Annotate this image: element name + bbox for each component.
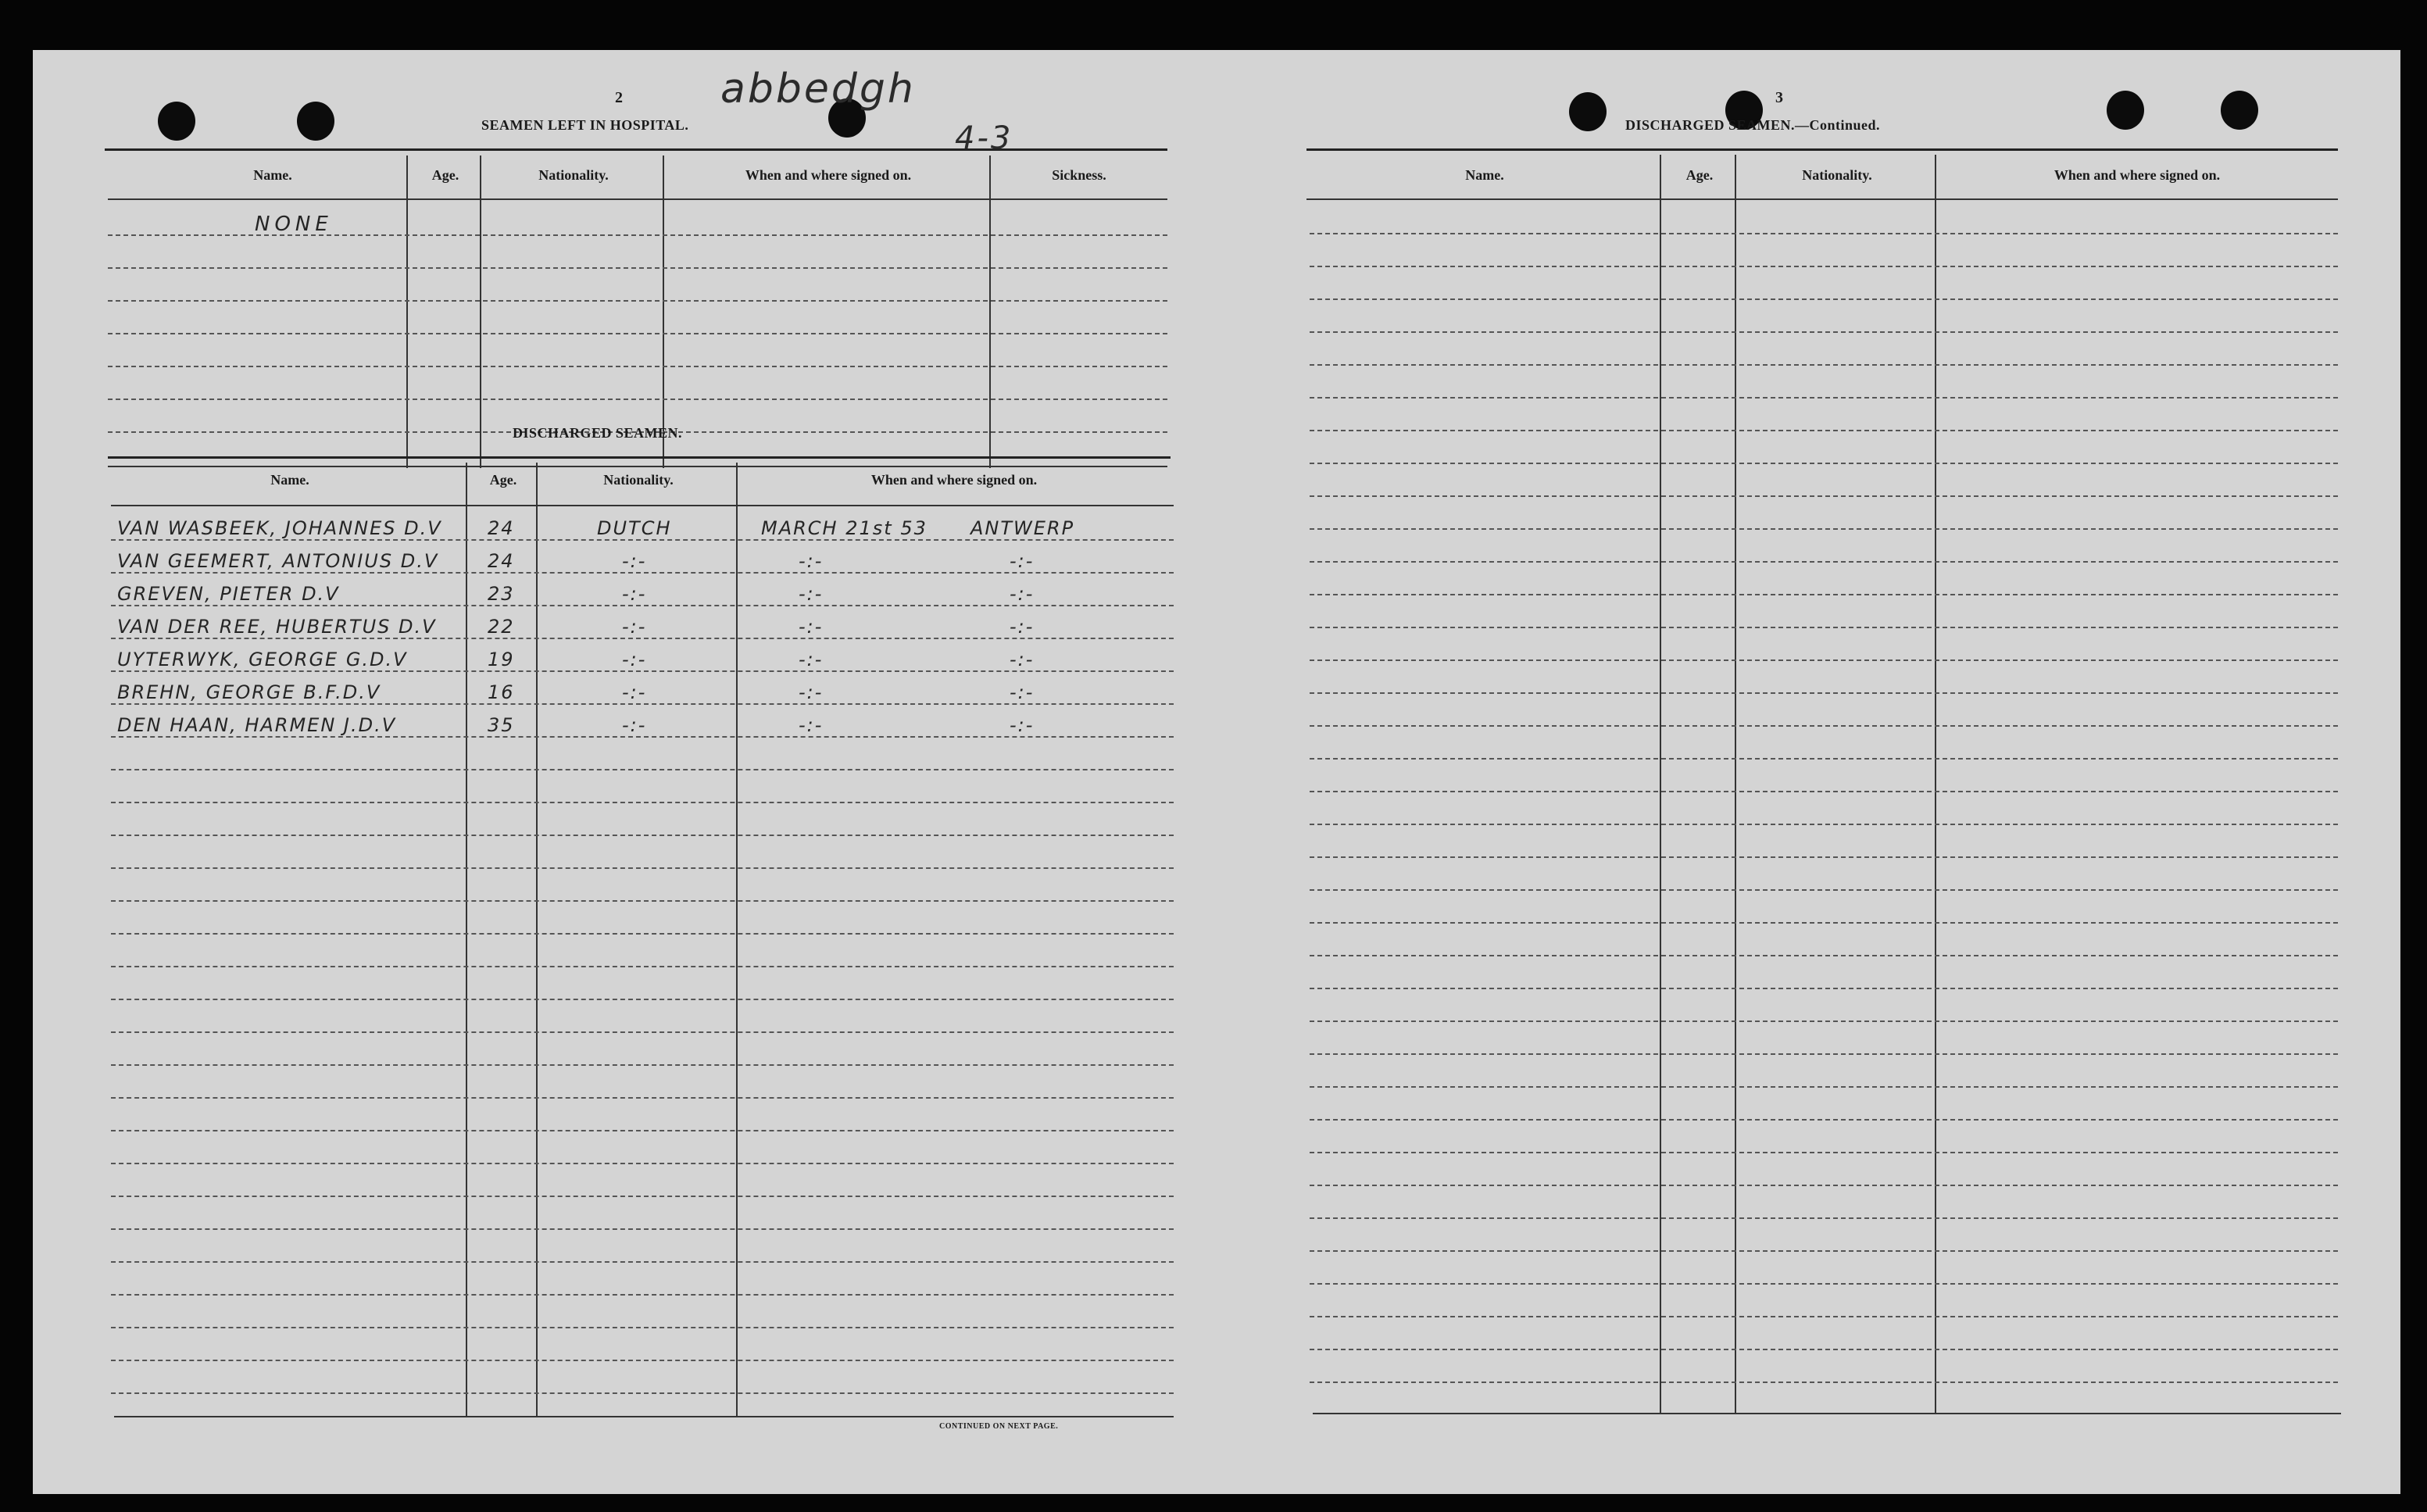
signed-on-date: -:- bbox=[799, 649, 824, 670]
ruled-line bbox=[1310, 364, 2338, 366]
ruled-line bbox=[111, 1064, 1174, 1066]
column-header: Nationality. bbox=[603, 472, 674, 488]
seaman-nationality: -:- bbox=[622, 649, 647, 670]
punch-hole bbox=[158, 102, 195, 141]
column-header: Age. bbox=[1685, 167, 1714, 183]
seaman-name: DEN HAAN, HARMEN J.D.V bbox=[117, 714, 397, 736]
ruled-line bbox=[1310, 1316, 2338, 1317]
column-header: Age. bbox=[431, 167, 459, 183]
ruled-line bbox=[1310, 528, 2338, 530]
seaman-nationality: -:- bbox=[622, 550, 647, 572]
ruled-line bbox=[108, 267, 1167, 269]
table-rule bbox=[108, 466, 1167, 467]
ruled-line bbox=[108, 333, 1167, 334]
punch-hole bbox=[297, 102, 334, 141]
punch-hole bbox=[2107, 91, 2144, 130]
ruled-line bbox=[111, 867, 1174, 869]
ruled-line bbox=[1310, 594, 2338, 595]
seaman-age: 24 bbox=[488, 517, 515, 539]
column-divider bbox=[1935, 155, 1936, 1413]
ruled-line bbox=[1310, 495, 2338, 497]
ruled-line bbox=[111, 769, 1174, 770]
ruled-line bbox=[1310, 758, 2338, 760]
table-rule bbox=[1306, 148, 2338, 151]
ruled-line bbox=[111, 1196, 1174, 1197]
ruled-line bbox=[111, 1228, 1174, 1230]
column-header: Nationality. bbox=[1802, 167, 1872, 183]
continued-note: CONTINUED ON NEXT PAGE. bbox=[939, 1422, 1059, 1431]
seaman-nationality: -:- bbox=[622, 714, 647, 736]
seaman-name: VAN GEEMERT, ANTONIUS D.V bbox=[117, 550, 439, 572]
column-header: Nationality. bbox=[538, 167, 609, 183]
ruled-line bbox=[111, 1392, 1174, 1394]
signed-on-place: -:- bbox=[1010, 714, 1035, 736]
table-rule bbox=[105, 148, 1167, 151]
ruled-line bbox=[1310, 791, 2338, 792]
seaman-nationality: -:- bbox=[622, 616, 647, 638]
ruled-line bbox=[111, 638, 1174, 639]
ruled-line bbox=[111, 1261, 1174, 1263]
column-header: When and where signed on. bbox=[870, 472, 1038, 488]
ruled-line bbox=[111, 605, 1174, 606]
ruled-line bbox=[1310, 331, 2338, 333]
column-header: Sickness. bbox=[1052, 167, 1106, 183]
column-header: Name. bbox=[1465, 167, 1504, 183]
table-rule bbox=[108, 198, 1167, 200]
seaman-nationality: DUTCH bbox=[597, 517, 672, 539]
ruled-line bbox=[111, 1294, 1174, 1296]
signed-on-place: -:- bbox=[1010, 649, 1035, 670]
ruled-line bbox=[111, 539, 1174, 541]
document-sheet bbox=[33, 50, 2400, 1494]
ruled-line bbox=[1310, 659, 2338, 661]
hospital-section-title: SEAMEN LEFT IN HOSPITAL. bbox=[481, 117, 689, 133]
table-rule bbox=[1306, 198, 2338, 200]
seaman-name: GREVEN, PIETER D.V bbox=[117, 583, 340, 605]
punch-hole bbox=[2221, 91, 2258, 130]
ruled-line bbox=[111, 736, 1174, 738]
signed-on-date: -:- bbox=[799, 583, 824, 605]
right-page bbox=[1228, 50, 2400, 1494]
ruled-line bbox=[1310, 1185, 2338, 1186]
ruled-line bbox=[111, 802, 1174, 803]
ruled-line bbox=[1310, 725, 2338, 727]
column-divider bbox=[1660, 155, 1661, 1413]
table-rule bbox=[111, 505, 1174, 506]
ruled-line bbox=[1310, 1349, 2338, 1350]
ruled-line bbox=[1310, 1217, 2338, 1219]
discharged-section-title: DISCHARGED SEAMEN. bbox=[513, 425, 683, 441]
signed-on-date: -:- bbox=[799, 616, 824, 638]
signed-on-date: -:- bbox=[799, 550, 824, 572]
column-header: Name. bbox=[270, 472, 309, 488]
seaman-age: 35 bbox=[488, 714, 515, 736]
ruled-line bbox=[1310, 1283, 2338, 1285]
seaman-age: 23 bbox=[488, 583, 515, 605]
page-title: DISCHARGED SEAMEN.—Continued. bbox=[1625, 117, 1881, 133]
ruled-line bbox=[1310, 298, 2338, 300]
ruled-line bbox=[1310, 955, 2338, 956]
ruled-line bbox=[1310, 1086, 2338, 1088]
signed-on-date: -:- bbox=[799, 681, 824, 703]
ruled-line bbox=[1310, 922, 2338, 924]
ruled-line bbox=[1310, 824, 2338, 825]
punch-hole bbox=[1569, 92, 1607, 131]
column-divider bbox=[663, 155, 664, 468]
ruled-line bbox=[111, 933, 1174, 935]
ruled-line bbox=[108, 366, 1167, 367]
ruled-line bbox=[1310, 1382, 2338, 1383]
seaman-age: 22 bbox=[488, 616, 515, 638]
ruled-line bbox=[1310, 1021, 2338, 1022]
column-divider bbox=[1735, 155, 1736, 1413]
signed-on-place: -:- bbox=[1010, 681, 1035, 703]
ruled-line bbox=[1310, 1250, 2338, 1252]
ruled-line bbox=[111, 835, 1174, 836]
hospital-entry: NONE bbox=[255, 213, 333, 236]
ruled-line bbox=[111, 1097, 1174, 1099]
ruled-line bbox=[111, 966, 1174, 967]
column-header: When and where signed on. bbox=[2053, 167, 2221, 183]
ruled-line bbox=[111, 900, 1174, 902]
ruled-line bbox=[111, 703, 1174, 705]
column-divider bbox=[406, 155, 408, 468]
ruled-line bbox=[108, 399, 1167, 400]
signed-on-place: -:- bbox=[1010, 616, 1035, 638]
seaman-name: VAN DER REE, HUBERTUS D.V bbox=[117, 616, 437, 638]
ruled-line bbox=[111, 572, 1174, 574]
table-rule bbox=[1313, 1413, 2341, 1414]
seaman-age: 16 bbox=[488, 681, 515, 703]
page-number: 2 bbox=[615, 89, 623, 106]
seaman-age: 19 bbox=[488, 649, 515, 670]
ruled-line bbox=[111, 670, 1174, 672]
column-divider bbox=[480, 155, 481, 468]
ruled-line bbox=[1310, 233, 2338, 234]
ruled-line bbox=[1310, 856, 2338, 858]
seaman-age: 24 bbox=[488, 550, 515, 572]
ruled-line bbox=[1310, 1152, 2338, 1153]
ruled-line bbox=[1310, 266, 2338, 267]
handwritten-mark: 4-3 bbox=[955, 120, 1013, 156]
seaman-name: BREHN, GEORGE B.F.D.V bbox=[117, 681, 381, 703]
column-header: When and where signed on. bbox=[745, 167, 912, 183]
ruled-line bbox=[1310, 397, 2338, 399]
ruled-line bbox=[1310, 561, 2338, 563]
signed-on-place: ANTWERP bbox=[970, 517, 1075, 539]
page-number: 3 bbox=[1775, 89, 1783, 106]
ruled-line bbox=[111, 1360, 1174, 1361]
seaman-name: VAN WASBEEK, JOHANNES D.V bbox=[117, 517, 442, 539]
ruled-line bbox=[111, 1327, 1174, 1328]
ruled-line bbox=[1310, 463, 2338, 464]
ruled-line bbox=[1310, 430, 2338, 431]
seaman-name: UYTERWYK, GEORGE G.D.V bbox=[117, 649, 408, 670]
signed-on-place: -:- bbox=[1010, 583, 1035, 605]
ruled-line bbox=[1310, 627, 2338, 628]
ruled-line bbox=[1310, 988, 2338, 989]
ruled-line bbox=[111, 1130, 1174, 1131]
ruled-line bbox=[111, 1163, 1174, 1164]
left-page bbox=[33, 50, 1197, 1494]
ruled-line bbox=[1310, 889, 2338, 891]
column-header: Age. bbox=[489, 472, 517, 488]
column-divider bbox=[989, 155, 991, 468]
ruled-line bbox=[1310, 1119, 2338, 1121]
seaman-nationality: -:- bbox=[622, 681, 647, 703]
ruled-line bbox=[108, 300, 1167, 302]
column-header: Name. bbox=[253, 167, 292, 183]
table-rule bbox=[114, 1416, 1174, 1417]
signed-on-place: -:- bbox=[1010, 550, 1035, 572]
ruled-line bbox=[1310, 1053, 2338, 1055]
table-rule bbox=[108, 456, 1171, 459]
seaman-nationality: -:- bbox=[622, 583, 647, 605]
handwritten-mark: abbedgh bbox=[720, 66, 916, 113]
signed-on-date: MARCH 21st 53 bbox=[761, 517, 928, 539]
ruled-line bbox=[111, 999, 1174, 1000]
ruled-line bbox=[111, 1031, 1174, 1033]
ruled-line bbox=[1310, 692, 2338, 694]
signed-on-date: -:- bbox=[799, 714, 824, 736]
